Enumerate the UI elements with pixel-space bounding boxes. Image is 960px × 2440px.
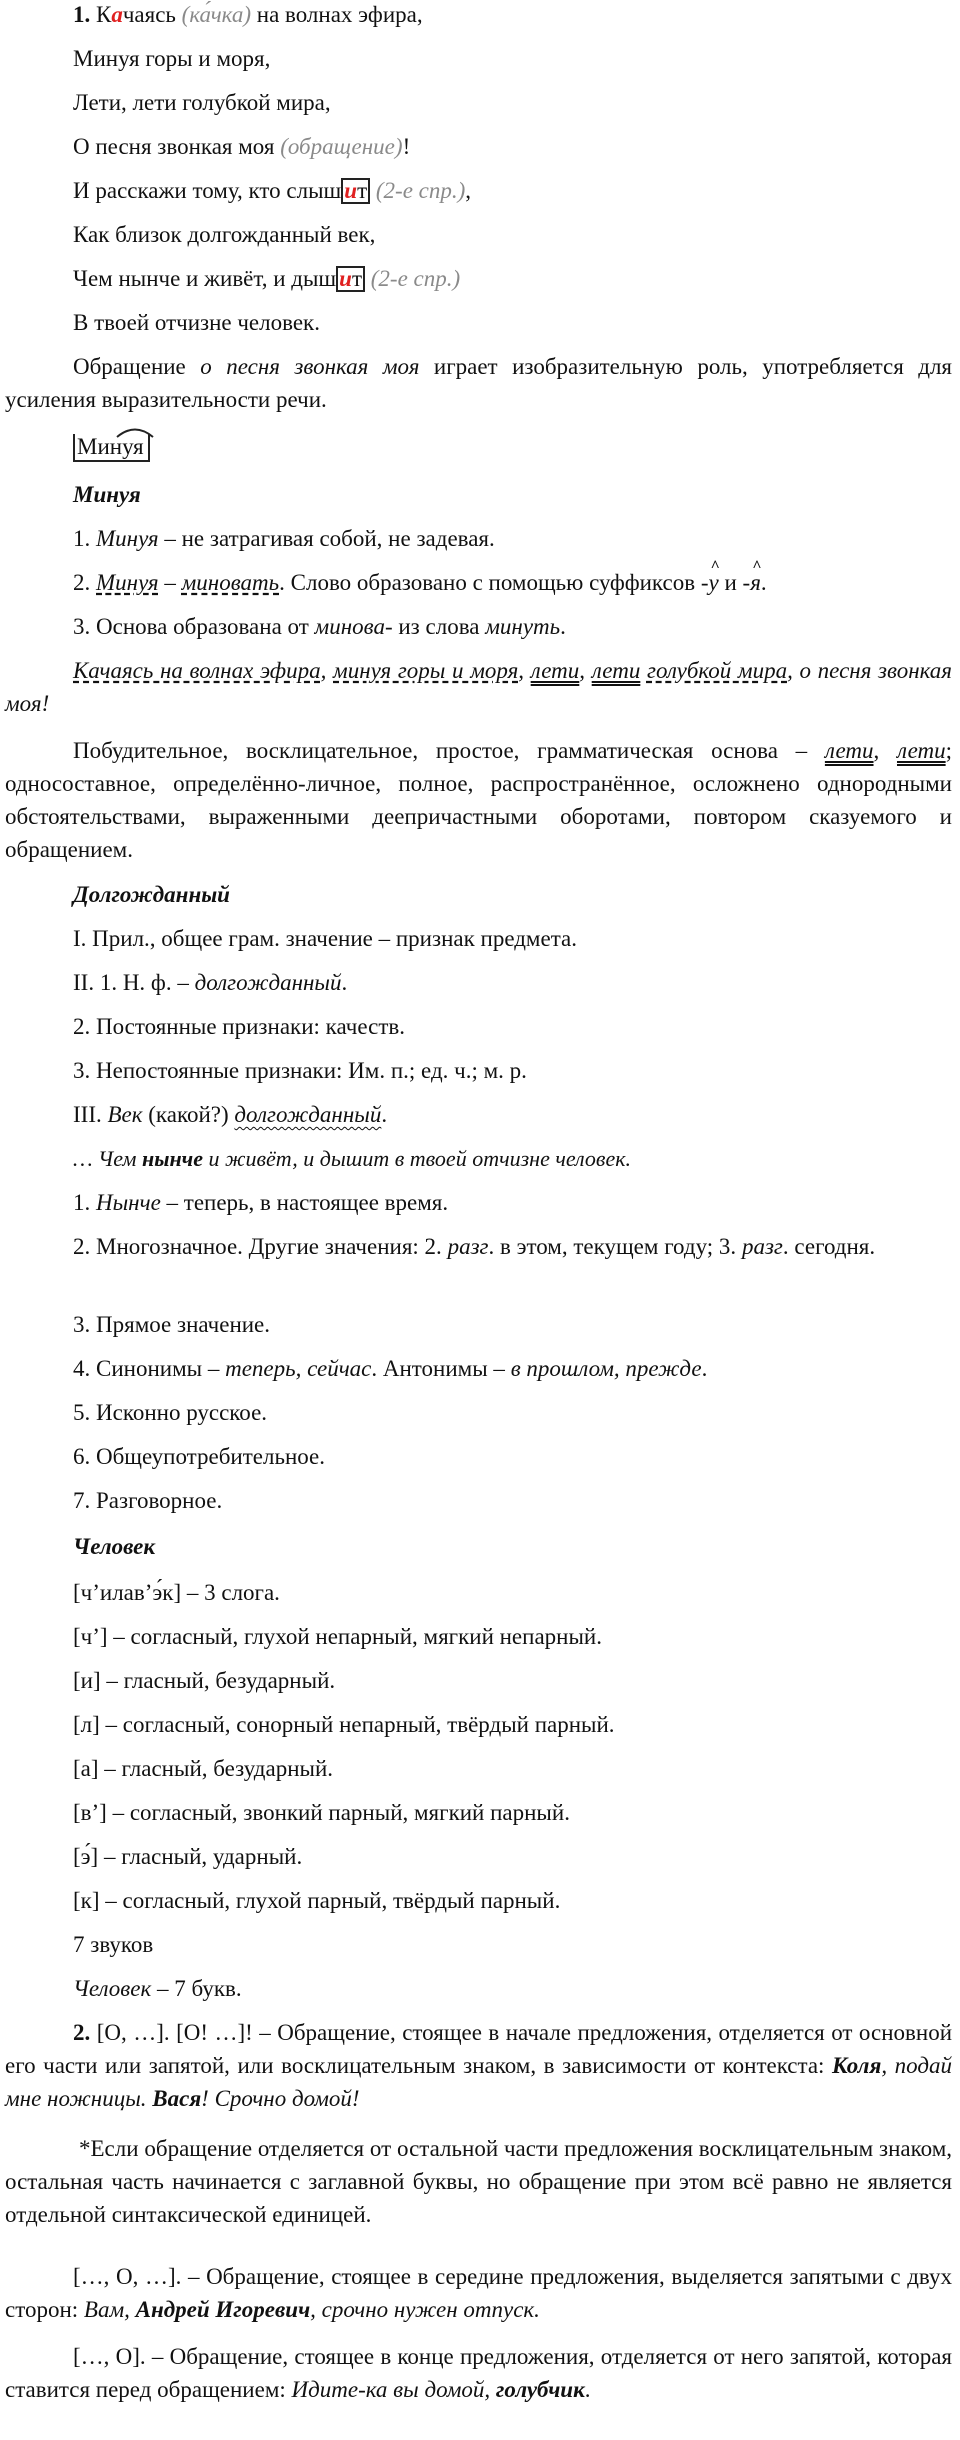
conjugation-note: (2-е спр.) <box>365 266 461 291</box>
letter-count: Человек – 7 букв. <box>73 1976 242 2001</box>
sound-line: [и] – гласный, безударный. <box>73 1668 336 1693</box>
morpheme-parse: Минуя <box>73 430 944 464</box>
heading-dolgozhdannyi: Долгожданный <box>73 882 230 907</box>
nynche-line-1: 1. Нынче – теперь, в настоящее время. <box>73 1190 449 1215</box>
poem-line-5: И расскажи тому, кто слыш ит (2-е спр.), <box>73 178 472 203</box>
poem-line-7: Чем нынче и живёт, и дыш ит (2-е спр.) <box>73 266 461 291</box>
sound-line: [л] – согласный, сонорный непарный, твёрдый парный. <box>73 1712 615 1737</box>
task2-paragraph-3: […, О]. – Обращение, стоящее в конце предложения, отделяется от него запятой, которая ставится перед обращением: Идите-ка вы домой, голубчик. <box>5 2344 952 2402</box>
ending-box: ит <box>341 178 370 204</box>
dolgo-line-3: 2. Постоянные признаки: качеств. <box>73 1014 405 1039</box>
poem-line-6: Как близок долгожданный век, <box>73 222 376 247</box>
stress-note: (ка́чка) <box>181 2 252 27</box>
root-arc-icon <box>115 426 155 438</box>
suffix-mark: ^ у <box>708 558 720 595</box>
dolgo-line-2: II. 1. Н. ф. – долгожданный. <box>73 970 348 995</box>
nynche-line-4: 4. Синонимы – теперь, сейчас. Антонимы – в прошлом, прежде. <box>73 1356 708 1381</box>
quote-line: … Чем нынче и живёт, и дышит в твоей отчизне человек. <box>73 1146 632 1171</box>
dolgo-line-1: I. Прил., общее грам. значение – признак предмета. <box>73 926 577 951</box>
task2-paragraph-1: 2. [О, …]. [О! …]! – Обращение, стоящее в начале предложения, отделяется от основной его части или запятой, или восклицательным знаком, в зависимости от контекста: Коля, подай мне ножницы. Вася! Срочно домой! <box>5 2020 952 2111</box>
nynche-line-7: 7. Разговорное. <box>73 1488 223 1513</box>
dolgo-line-5: III. Век (какой?) долгожданный. <box>73 1102 388 1127</box>
sentence-analysis: Побудительное, восклицательное, простое, грамматическая основа – лети, лети; односоставное, определённо-личное, полное, распространённое, осложнено однородными обстоятельствами, выраженными деепричастными оборотами, повтором сказуемого и обращением. <box>5 738 952 862</box>
heading-minuya: Минуя <box>73 482 141 507</box>
minuya-item-2: 2. Минуя – миновать. Слово образовано с помощью суффиксов - ^ у и - ^ я. <box>73 566 944 600</box>
appeal-note: (обращение) <box>280 134 403 159</box>
sound-line: [ч’] – согласный, глухой непарный, мягкий непарный. <box>73 1624 602 1649</box>
task2-paragraph-2: […, О, …]. – Обращение, стоящее в середине предложения, выделяется запятыми с двух сторон: Вам, Андрей Игоревич, срочно нужен отпуск. <box>5 2264 952 2322</box>
poem-line-1: 1. Качаясь (ка́чка) на волнах эфира, <box>73 2 423 27</box>
appeal-paragraph: Обращение о песня звонкая моя играет изобразительную роль, употребляется для усиления выразительности речи. <box>5 354 953 412</box>
sound-line: [э́] – гласный, ударный. <box>73 1844 303 1869</box>
ending-box: ит <box>336 266 365 292</box>
conjugation-note: (2-е спр.) <box>370 178 466 203</box>
task-number: 1. <box>73 2 91 27</box>
minuya-item-1: 1. Минуя – не затрагивая собой, не задевая. <box>73 526 495 551</box>
poem-line-4: О песня звонкая моя (обращение)! <box>73 134 411 159</box>
nynche-line-6: 6. Общеупотребительное. <box>73 1444 325 1469</box>
sound-count: 7 звуков <box>73 1932 154 1957</box>
poem-line-3: Лети, лети голубкой мира, <box>73 90 331 115</box>
poem-line-2: Минуя горы и моря, <box>73 46 271 71</box>
nynche-line-3: 3. Прямое значение. <box>73 1312 271 1337</box>
transcription: [ч’илав’э́к] – 3 слога. <box>73 1580 280 1605</box>
sound-line: [а] – гласный, безударный. <box>73 1756 334 1781</box>
nynche-line-2: 2. Многозначное. Другие значения: 2. разг. в этом, текущем году; 3. разг. сегодня. <box>73 1234 876 1259</box>
task2-note: *Если обращение отделяется от остальной части предложения восклицательным знаком, остальная часть начинается с заглавной буквы, но обращение при этом всё равно не является отдельной синтаксической единицей. <box>5 2136 952 2227</box>
heading-chelovek: Человек <box>73 1534 156 1559</box>
nynche-line-5: 5. Исконно русское. <box>73 1400 268 1425</box>
suffix-mark: ^ я <box>750 558 762 595</box>
task-number: 2. <box>73 2020 91 2045</box>
poem-line-8: В твоей отчизне человек. <box>73 310 320 335</box>
parsed-sentence: Качаясь на волнах эфира, минуя горы и моря, лети, лети голубкой мира, о песня звонкая моя! <box>5 658 952 716</box>
minuya-item-3: 3. Основа образована от минова- из слова минуть. <box>73 614 566 639</box>
sound-line: [к] – согласный, глухой парный, твёрдый парный. <box>73 1888 561 1913</box>
sound-line: [в’] – согласный, звонкий парный, мягкий парный. <box>73 1800 570 1825</box>
dolgo-line-4: 3. Непостоянные признаки: Им. п.; ед. ч.; м. р. <box>73 1058 527 1083</box>
stressed-vowel: а <box>111 2 123 27</box>
